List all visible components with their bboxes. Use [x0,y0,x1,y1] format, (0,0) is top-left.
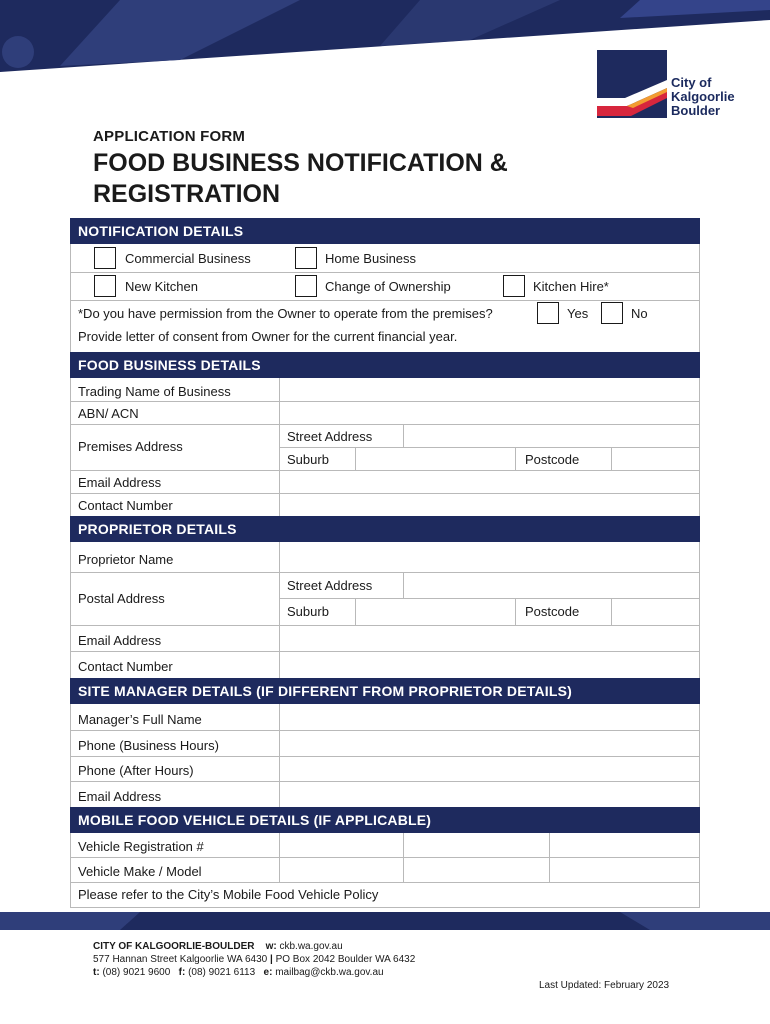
abn-label: ABN/ ACN [78,406,139,421]
phone-business-field[interactable] [281,731,699,756]
business-email-field[interactable] [281,471,699,493]
city-logo [597,50,757,120]
kitchen-hire-label: Kitchen Hire* [533,279,609,294]
permission-yes-checkbox[interactable] [537,302,559,324]
postal-postcode-label: Postcode [525,604,580,619]
business-email-label: Email Address [78,475,162,490]
divider [70,272,700,273]
logo-line-1: City of [671,75,712,90]
phone-after-field[interactable] [281,757,699,781]
premises-street-label: Street Address [287,429,373,444]
trading-name-field[interactable] [281,379,699,401]
section-proprietor-heading: PROPRIETOR DETAILS [70,516,700,542]
vehicle-make-field-1[interactable] [281,858,402,882]
footer-contact [93,940,415,979]
trading-name-label: Trading Name of Business [78,384,231,399]
vehicle-registration-field-2[interactable] [405,834,548,857]
change-ownership-label: Change of Ownership [325,279,451,294]
home-business-checkbox[interactable] [295,247,317,269]
change-ownership-checkbox[interactable] [295,275,317,297]
footer-fax-label: f: [178,967,186,978]
divider [279,542,280,678]
owner-permission-question: *Do you have permission from the Owner to operate from the premises? [78,306,493,321]
postal-street-field[interactable] [405,573,699,598]
vehicle-registration-label: Vehicle Registration # [78,839,204,854]
divider [515,447,516,471]
vehicle-make-field-2[interactable] [405,858,548,882]
premises-suburb-field[interactable] [357,448,514,470]
footer-separator: | [269,954,273,965]
page-title: FOOD BUSINESS NOTIFICATION & REGISTRATION [93,149,508,208]
premises-address-label: Premises Address [78,439,183,454]
logo-line-3: Boulder [671,103,721,118]
proprietor-name-field[interactable] [281,543,699,572]
manager-email-label: Email Address [78,789,162,804]
footer-po-box: PO Box 2042 Boulder WA 6432 [275,954,416,965]
phone-after-label: Phone (After Hours) [78,763,194,778]
last-updated: Last Updated: February 2023 [539,980,670,991]
divider [611,598,612,625]
premises-postcode-label: Postcode [525,452,580,467]
footer-web[interactable]: ckb.wa.gov.au [279,941,343,952]
footer-org: CITY OF KALGOORLIE-BOULDER [93,941,255,952]
form-type-label: APPLICATION FORM [93,128,246,145]
logo-mark-icon [597,50,667,120]
section-business-heading: FOOD BUSINESS DETAILS [70,352,700,378]
footer-banner [0,912,770,930]
kitchen-hire-checkbox[interactable] [503,275,525,297]
section-vehicle-heading: MOBILE FOOD VEHICLE DETAILS (IF APPLICABLE) [70,807,700,833]
proprietor-name-label: Proprietor Name [78,552,174,567]
phone-business-label: Phone (Business Hours) [78,738,219,753]
footer-phone-label: t: [93,967,100,978]
postal-street-label: Street Address [287,578,373,593]
premises-postcode-field[interactable] [613,448,699,470]
premises-street-field[interactable] [405,425,699,447]
permission-no-checkbox[interactable] [601,302,623,324]
proprietor-email-label: Email Address [78,633,162,648]
vehicle-make-field-3[interactable] [551,858,699,882]
postal-suburb-field[interactable] [357,599,514,624]
business-contact-label: Contact Number [78,498,173,513]
consent-note: Provide letter of consent from Owner for the current financial year. [78,329,458,344]
abn-field[interactable] [281,402,699,424]
commercial-business-label: Commercial Business [125,251,251,266]
divider [549,833,550,883]
logo-line-2: Kalgoorlie [671,89,735,104]
section-notification-heading: NOTIFICATION DETAILS [70,218,700,244]
divider [70,300,700,301]
footer-fax: (08) 9021 6113 [188,967,256,978]
divider [279,833,280,883]
permission-yes-label: Yes [567,306,589,321]
divider [70,882,700,883]
section-manager-heading: SITE MANAGER DETAILS (IF DIFFERENT FROM PROPRIETOR DETAILS) [70,678,700,704]
divider [403,833,404,883]
divider [403,424,404,448]
manager-name-field[interactable] [281,705,699,730]
divider [611,447,612,471]
footer-phone: (08) 9021 9600 [102,967,171,978]
premises-suburb-label: Suburb [287,452,329,467]
manager-email-field[interactable] [281,782,699,807]
manager-name-label: Manager’s Full Name [78,712,202,727]
proprietor-contact-field[interactable] [281,652,699,677]
footer-email-label: e: [263,967,273,978]
divider [355,598,356,625]
proprietor-email-field[interactable] [281,626,699,651]
commercial-business-checkbox[interactable] [94,247,116,269]
vehicle-make-label: Vehicle Make / Model [78,864,202,879]
footer-email[interactable]: mailbag@ckb.wa.gov.au [275,967,384,978]
home-business-label: Home Business [325,251,417,266]
new-kitchen-label: New Kitchen [125,279,198,294]
business-contact-field[interactable] [281,494,699,516]
new-kitchen-checkbox[interactable] [94,275,116,297]
vehicle-policy-note: Please refer to the City’s Mobile Food Vehicle Policy [78,887,379,902]
divider [403,572,404,599]
postal-address-label: Postal Address [78,591,165,606]
divider [515,598,516,625]
footer-address: 577 Hannan Street Kalgoorlie WA 6430 [93,954,268,965]
proprietor-contact-label: Contact Number [78,659,173,674]
vehicle-registration-field-3[interactable] [551,834,699,857]
footer-web-label: w: [265,941,277,952]
permission-no-label: No [631,306,648,321]
postal-suburb-label: Suburb [287,604,329,619]
vehicle-registration-field-1[interactable] [281,834,402,857]
postal-postcode-field[interactable] [613,599,699,624]
divider [355,447,356,471]
